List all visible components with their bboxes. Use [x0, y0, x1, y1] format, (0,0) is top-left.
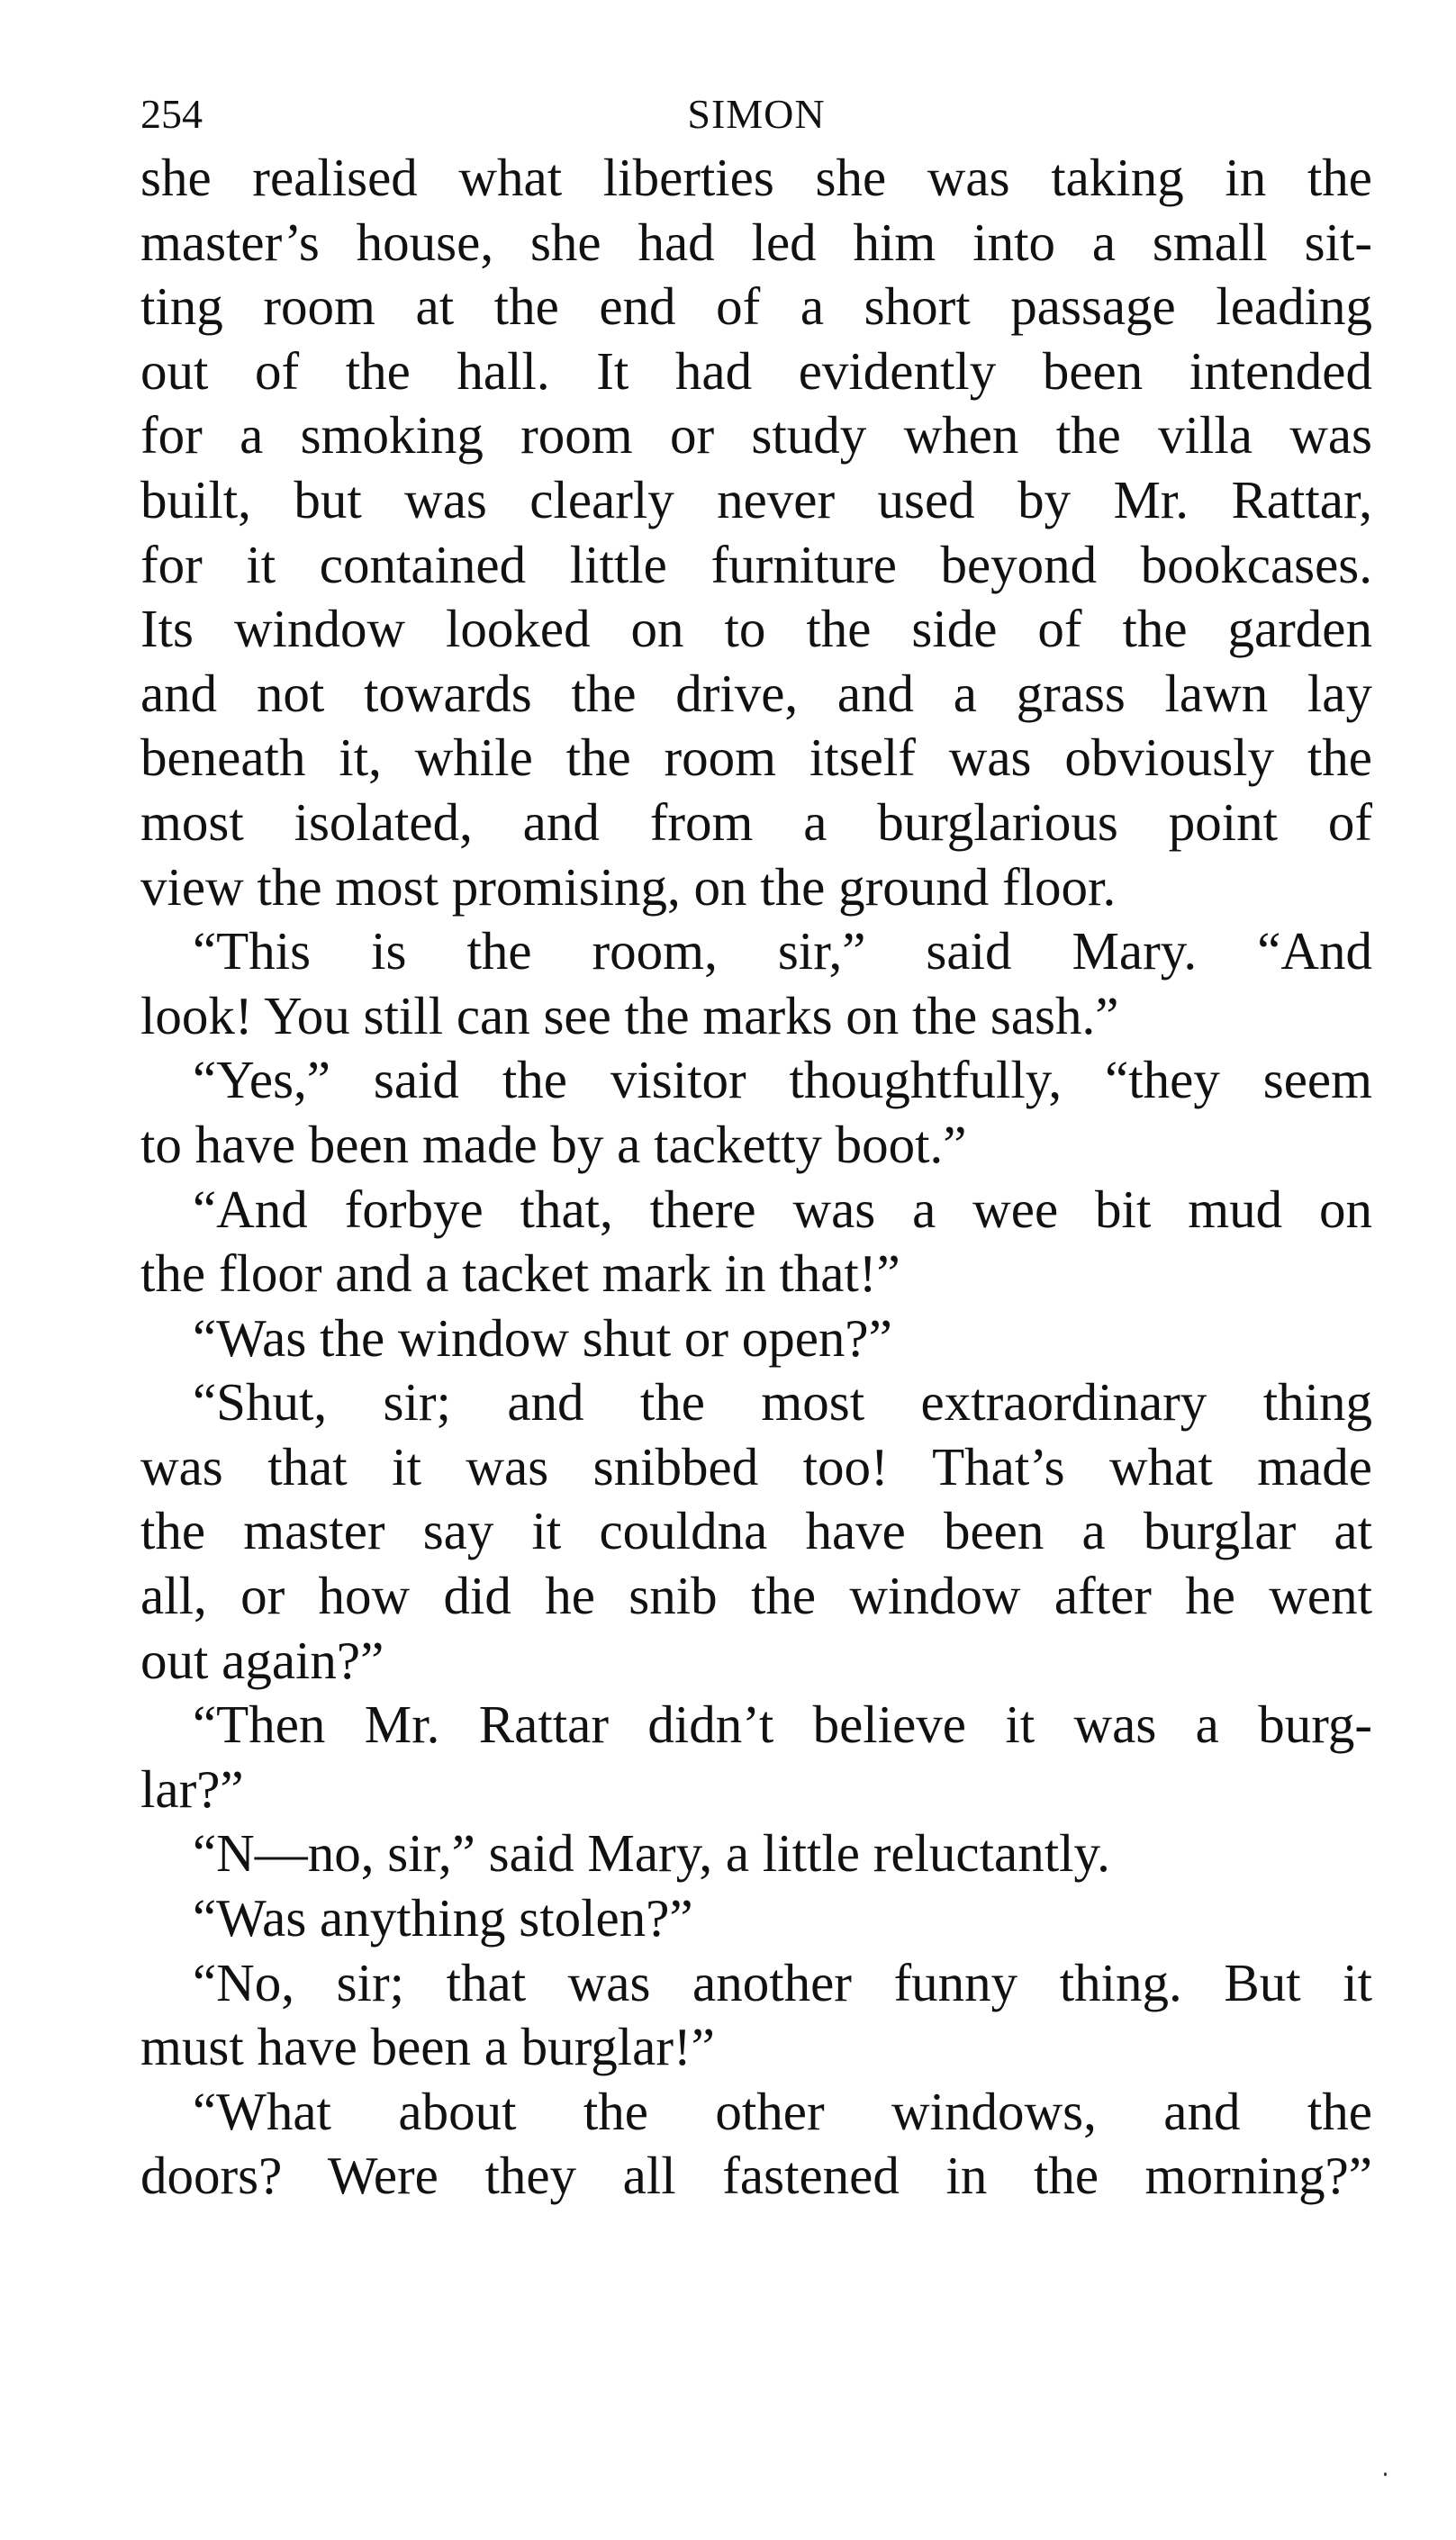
text-line: built, but was clearly never used by Mr. Rattar, [140, 469, 1372, 529]
text-line: Its window looked on to the side of the garden [140, 599, 1372, 659]
text-line: must have been a burglar!” [140, 2017, 715, 2077]
text-line: was that it was snibbed too! That’s what made [140, 1436, 1372, 1496]
text-line: out again?” [140, 1630, 384, 1690]
paper-speck [1384, 2472, 1387, 2476]
text-line: “Yes,” said the visitor thoughtfully, “they seem [193, 1050, 1372, 1110]
page-number: 254 [140, 91, 203, 137]
text-line: the master say it couldna have been a burglar at [140, 1501, 1372, 1561]
text-line: to have been made by a tacketty boot.” [140, 1114, 967, 1174]
text-line: “This is the room, sir,” said Mary. “And [193, 921, 1372, 981]
text-line: “Was anything stolen?” [193, 1888, 693, 1948]
text-line: “Was the window shut or open?” [193, 1307, 892, 1368]
text-line: for it contained little furniture beyond bookcases. [140, 534, 1372, 594]
text-line: and not towards the drive, and a grass lawn lay [140, 663, 1372, 723]
text-line: “And forbye that, there was a wee bit mud on [193, 1179, 1372, 1239]
book-page [140, 83, 1372, 2209]
text-line: “Shut, sir; and the most extraordinary thing [193, 1372, 1372, 1433]
text-line: for a smoking room or study when the villa was [140, 405, 1372, 466]
text-line: “No, sir; that was another funny thing. But it [193, 1952, 1372, 2012]
text-line: view the most promising, on the ground floor. [140, 856, 1117, 917]
text-line: master’s house, she had led him into a small sit- [140, 212, 1372, 272]
text-line: beneath it, while the room itself was obviously the [140, 728, 1372, 788]
text-line: look! You still can see the marks on the sash.” [140, 985, 1119, 1045]
running-title: SIMON [687, 91, 826, 137]
body-text [140, 146, 1372, 2209]
text-line: ting room at the end of a short passage leading [140, 276, 1372, 337]
page-header [140, 83, 1372, 146]
text-line: most isolated, and from a burglarious point of [140, 791, 1372, 852]
text-line: “What about the other windows, and the [193, 2081, 1372, 2141]
text-line: all, or how did he snib the window after he went [140, 1566, 1372, 1626]
text-line: the floor and a tacket mark in that!” [140, 1243, 900, 1304]
text-line: she realised what liberties she was taking in the [140, 148, 1372, 207]
text-line: lar?” [140, 1758, 244, 1819]
text-line: “Then Mr. Rattar didn’t believe it was a burg- [193, 1695, 1372, 1755]
text-line: “N—no, sir,” said Mary, a little reluctantly. [193, 1823, 1110, 1884]
text-line: out of the hall. It had evidently been intended [140, 340, 1372, 401]
text-line: doors? Were they all fastened in the morning?” [140, 2146, 1372, 2206]
